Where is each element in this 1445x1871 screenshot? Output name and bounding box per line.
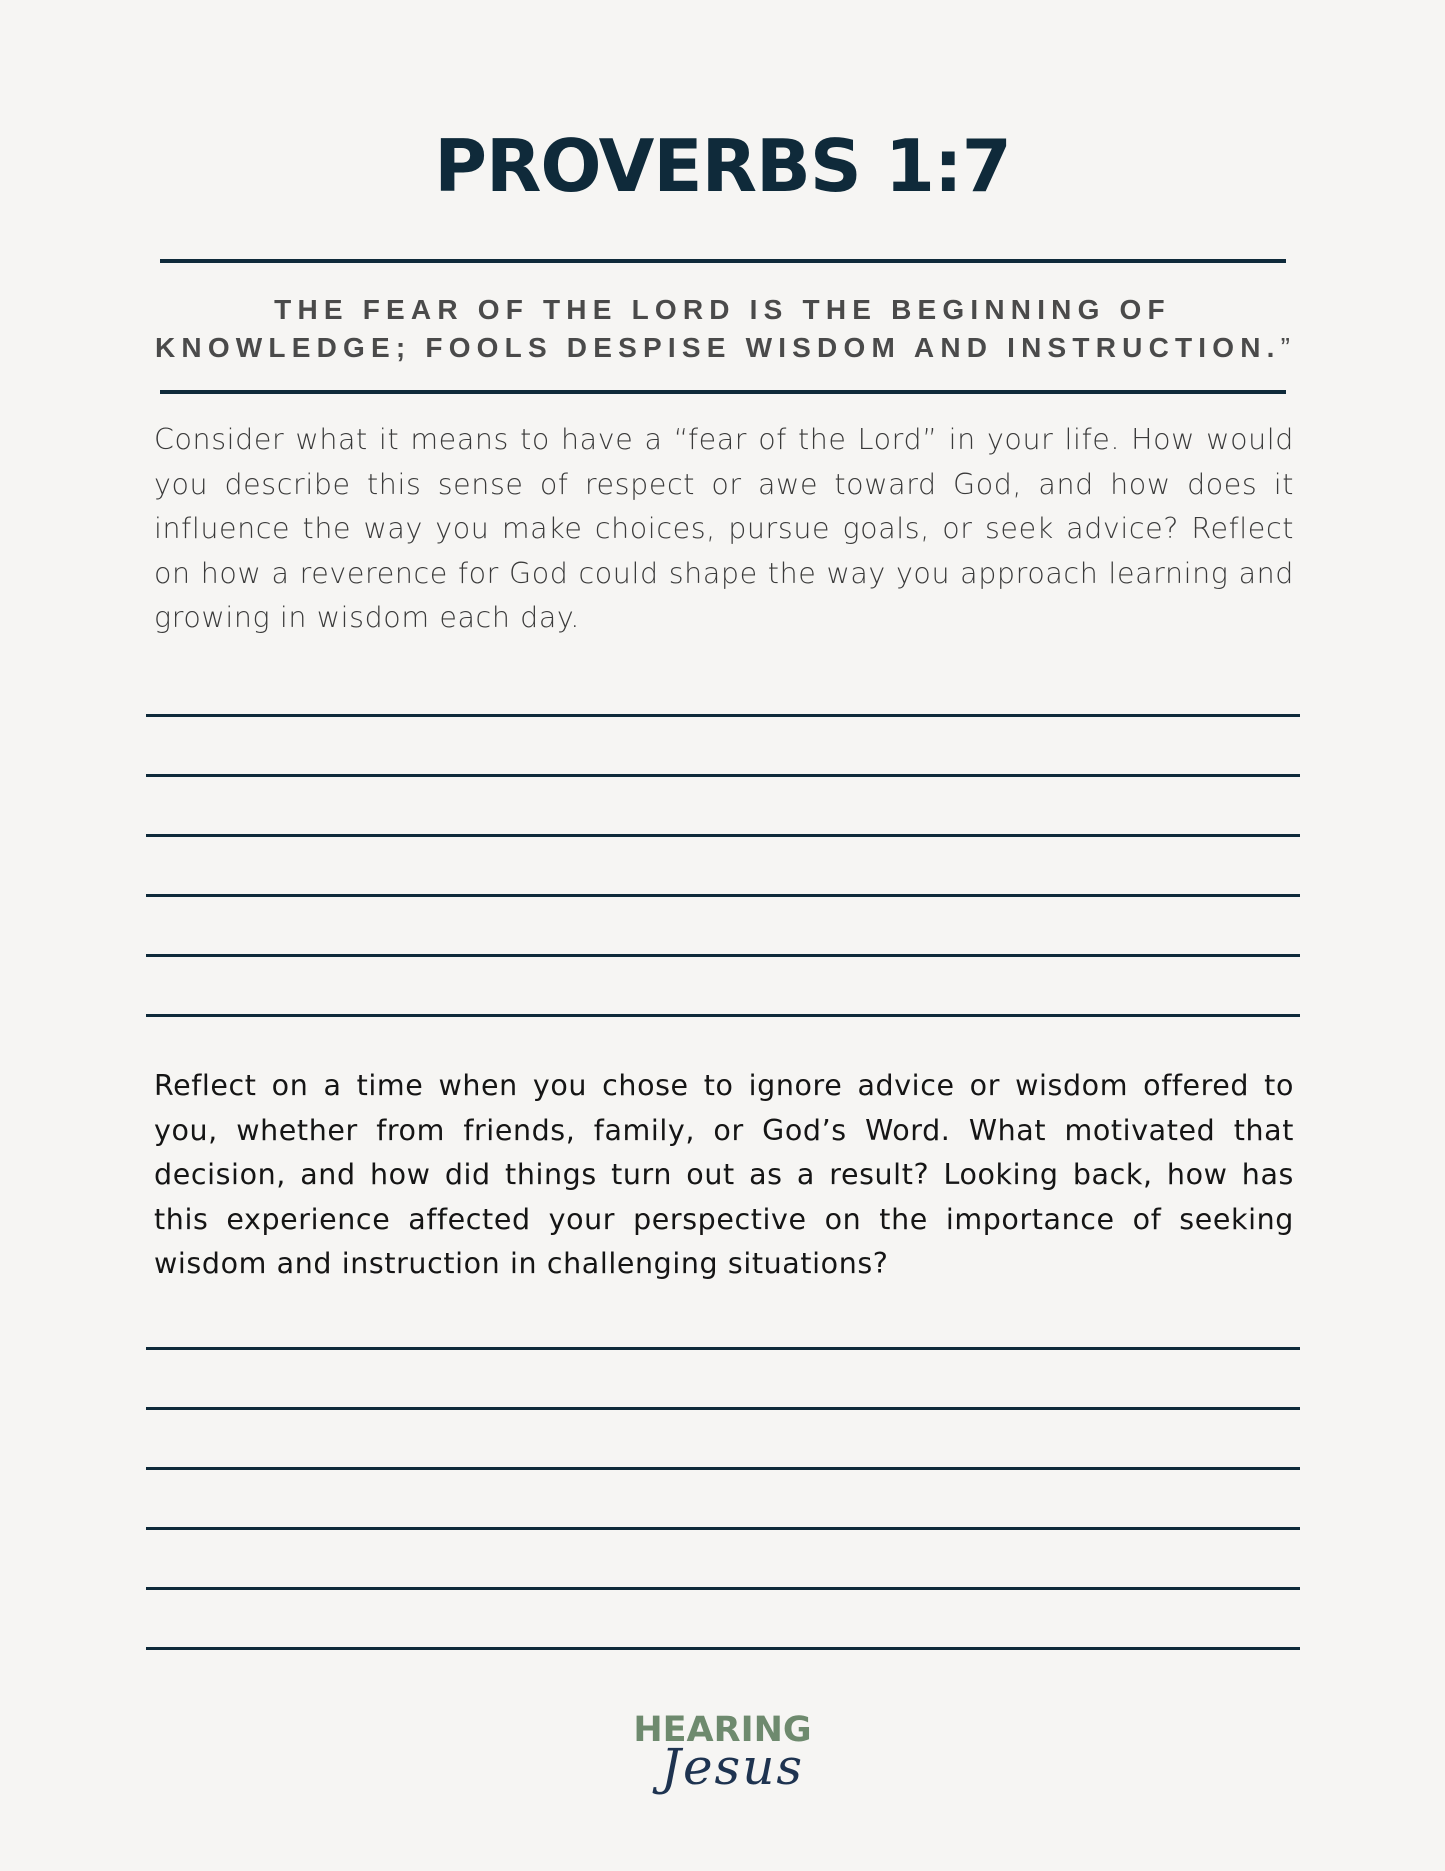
verse-line-2 [100, 329, 1345, 367]
reflection-prompt-1: Consider what it means to have a “fear of the Lord” in your life. How would you describe this sense of respect or awe toward God, and how does it influence the way you make choices, pursue goals, or seek advice? Reflect on how a reverence for God could shape the way you approach learning and growing in wisdom each day. [154, 423, 1294, 634]
writing-line[interactable] [146, 714, 1300, 717]
logo-wordmark: HEARING [633, 1710, 812, 1750]
writing-line[interactable] [146, 1527, 1300, 1530]
reflection-prompt-2: Reflect on a time when you chose to ignore advice or wisdom offered to you, whether from friends, family, or God’s Word. What motivated that decision, and how did things turn out as a result? Looking back, how has this experience affected your perspective on the importance of seeking wisdom and instruction in challenging situations? [154, 1069, 1294, 1280]
logo-script: Jesus [660, 1738, 805, 1796]
brand-logo [0, 1710, 1445, 1796]
writing-line[interactable] [146, 1014, 1300, 1017]
writing-line[interactable] [146, 894, 1300, 897]
writing-line[interactable] [146, 774, 1300, 777]
writing-line[interactable] [146, 1347, 1300, 1350]
writing-line[interactable] [146, 954, 1300, 957]
top-divider [160, 259, 1286, 263]
writing-line[interactable] [146, 1407, 1300, 1410]
verse-text [100, 291, 1345, 367]
verse-line-2-text: KNOWLEDGE; FOOLS DESPISE WISDOM AND INSTRUCTION. [154, 332, 1281, 363]
verse-line-1: THE FEAR OF THE LORD IS THE BEGINNING OF [274, 294, 1171, 325]
bottom-divider [160, 390, 1286, 394]
verse-closing-quote: ” [1280, 332, 1290, 363]
writing-line[interactable] [146, 1587, 1300, 1590]
writing-line[interactable] [146, 834, 1300, 837]
page-title: PROVERBS 1:7 [434, 124, 1011, 208]
writing-line[interactable] [146, 1467, 1300, 1470]
writing-line[interactable] [146, 1647, 1300, 1650]
